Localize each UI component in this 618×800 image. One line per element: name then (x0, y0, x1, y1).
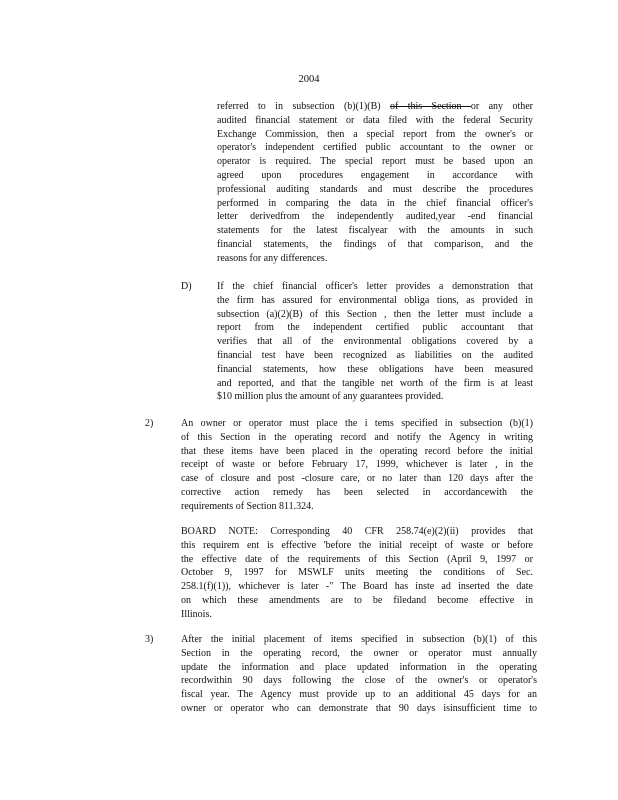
paragraph-line: recordwithin 90 days following the close of the owner's or operator's (181, 675, 537, 687)
paragraph-line: the firm has assured for environmental obliga tions, as provided in (217, 294, 533, 306)
paragraph-line: and reported, and that the tangible net worth of the firm is at least (217, 377, 533, 389)
paragraph-line: reasons for any differences. (217, 252, 328, 264)
paragraph-line: verifies that all of the environmental obligations covered by a (217, 336, 533, 348)
paragraph-line: report from the independent certified public accountant that (217, 322, 533, 334)
paragraph-line: update the information and place updated information in the operating (181, 661, 537, 673)
paragraph-line: fiscal year. The Agency must provide up to an additional 45 days for an (181, 689, 537, 701)
struck-text: of this Section (389, 101, 471, 112)
paragraph-line: on which these amendments are to be filedand become effective in (181, 594, 533, 606)
paragraph-line: receipt of waste or before February 17, 1999, whichever is later , in the (181, 459, 533, 471)
paragraph-line: requirements of Section 811.324. (181, 500, 314, 512)
paragraph-line: the effective date of the requirements of this Section (April 9, 1997 or (181, 553, 533, 565)
paragraph-line: professional auditing standards and must describe the procedures (217, 183, 533, 195)
paragraph-line: of this Section in the operating record and notify the Agency in writing (181, 431, 533, 443)
paragraph-line: $10 million plus the amount of any guarantees provided. (217, 391, 444, 403)
paragraph-line: letter derivedfrom the independently audited,year -end financial (217, 211, 533, 223)
paragraph-line: performed in comparing the data in the chief financial officer's (217, 197, 533, 209)
paragraph-line: If the chief financial officer's letter provides a demonstration that (217, 281, 533, 292)
paragraph-line: financial statements, how these obligations have been measured (217, 363, 533, 375)
paragraph-line: An owner or operator must place the i tems specified in subsection (b)(1) (181, 418, 533, 429)
item-d-label: D) (181, 281, 192, 292)
item-d-text (217, 280, 533, 404)
paragraph-line: Exchange Commission, then a special report from the owner's or (217, 128, 533, 140)
paragraph-line: statements for the latest fiscalyear with the amounts in such (217, 225, 533, 237)
paragraph-line: owner or operator who can demonstrate that 90 days isinsufficient time to (181, 702, 537, 714)
paragraph-line: BOARD NOTE: Corresponding 40 CFR 258.74(e)(2)(ii) provides that (181, 526, 533, 537)
paragraph-continuation (217, 100, 533, 266)
paragraph-line: Section in the operating record, the owner or operator must annually (181, 647, 537, 659)
paragraph-line: operator's independent certified public accountant to the owner or (217, 142, 533, 154)
paragraph-line: financial statements, the findings of that comparison, and the (217, 238, 533, 250)
item-2-label: 2) (145, 418, 154, 429)
paragraph-line: 258.1(f)(1)), whichever is later -" The Board has inste ad inserted the date (181, 581, 533, 593)
paragraph-line: referred to in subsection (b)(1)(B) of this Section or any other (217, 101, 533, 112)
paragraph-line: corrective action remedy has been selected in accordancewith the (181, 486, 533, 498)
paragraph-line: Illinois. (181, 608, 212, 620)
paragraph-line: After the initial placement of items specified in subsection (b)(1) of this (181, 634, 537, 645)
paragraph-line: agreed upon procedures engagement in accordance with (217, 169, 533, 181)
paragraph-line: operator is required. The special report must be based upon an (217, 156, 533, 168)
paragraph-line: subsection (a)(2)(B) of this Section , then the letter must include a (217, 308, 533, 320)
board-note (181, 525, 533, 622)
paragraph-line: case of closure and post -closure care, or no later than 120 days after the (181, 473, 533, 485)
paragraph-line: financial test have been recognized as liabilities on the audited (217, 349, 533, 361)
paragraph-line: that these items have been placed in the operating record before the initial (181, 445, 533, 457)
item-2-text (181, 417, 533, 514)
item-3-text (181, 633, 537, 716)
paragraph-line: audited financial statement or data filed with the federal Security (217, 114, 533, 126)
page-header-year: 2004 (298, 74, 320, 85)
paragraph-line: this requirem ent is effective 'before the initial receipt of waste or before (181, 539, 533, 551)
item-3-label: 3) (145, 634, 154, 645)
paragraph-line: October 9, 1997 for MSWLF units meeting the conditions of Sec. (181, 567, 533, 579)
